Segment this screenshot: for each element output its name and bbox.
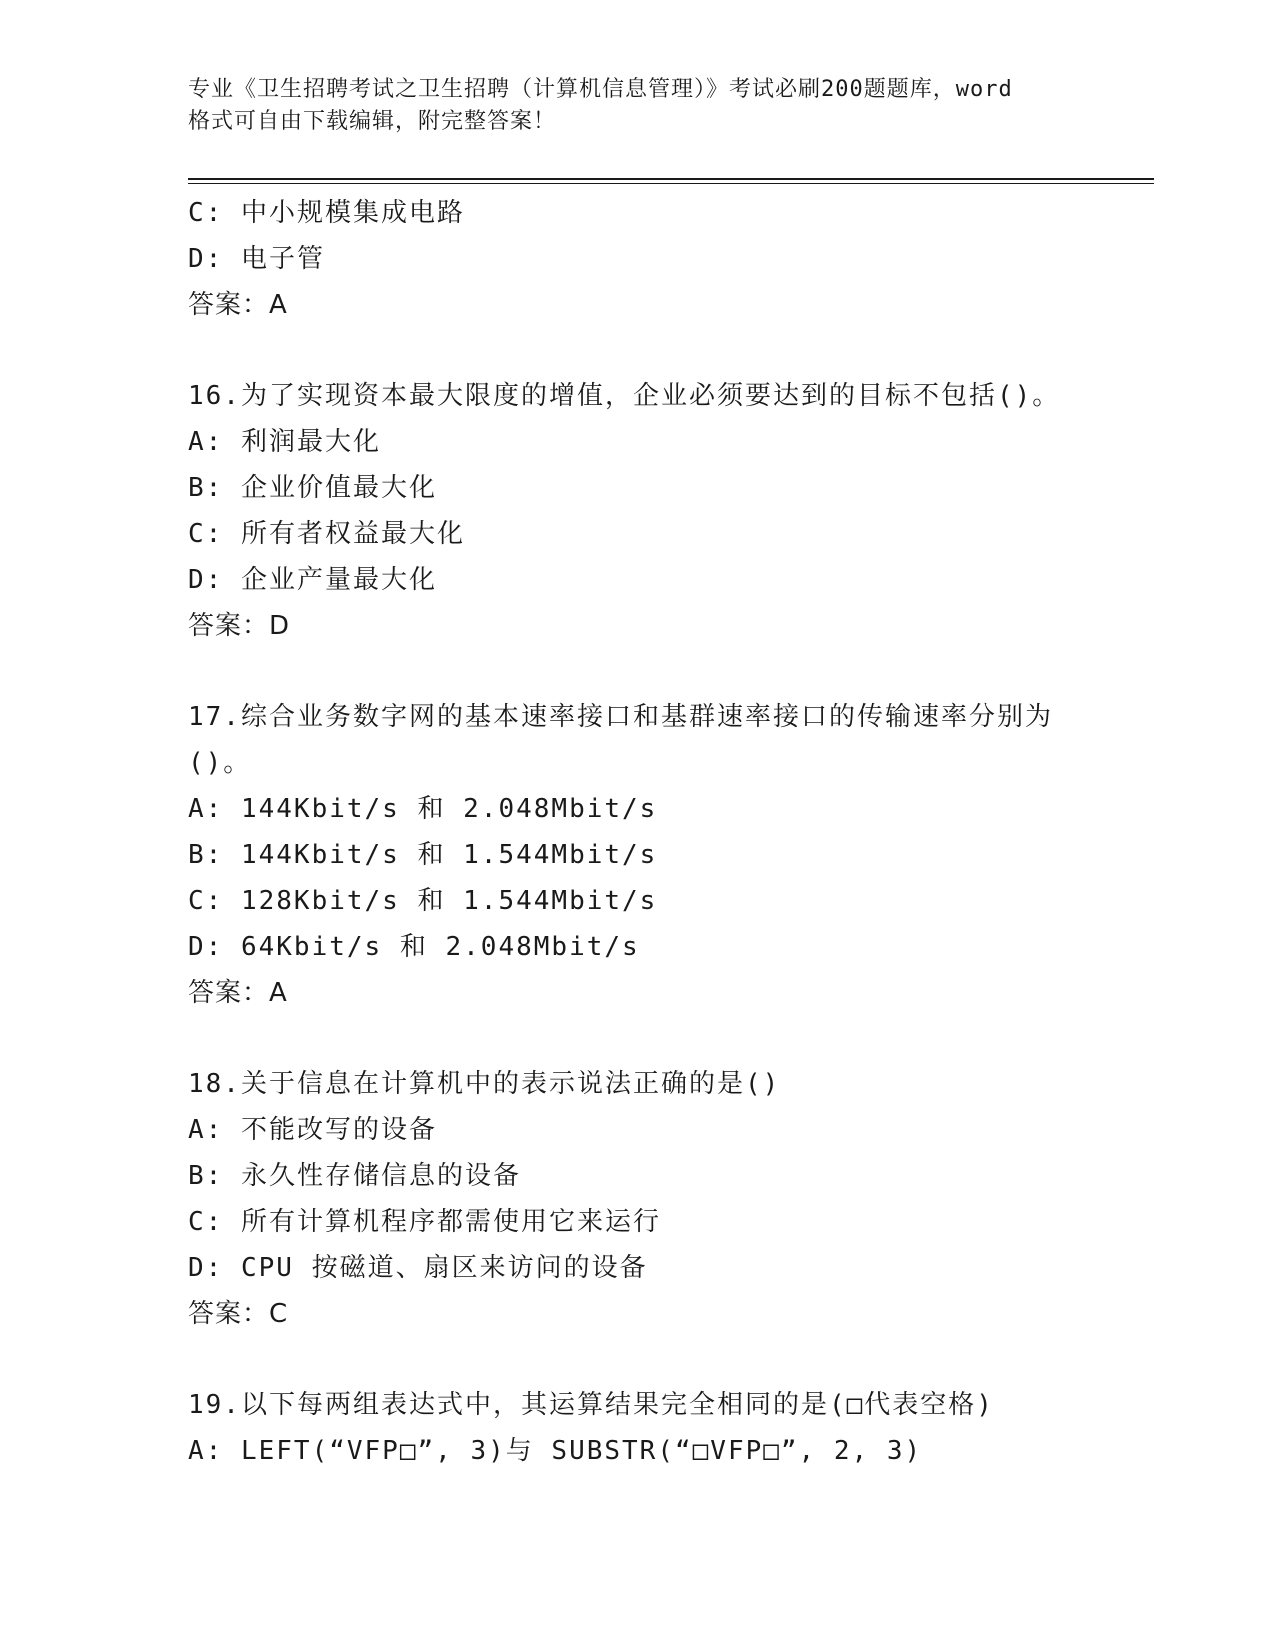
question-18: [188, 1061, 1088, 1337]
header-divider-thin: [188, 183, 1154, 184]
header-divider-thick: [188, 178, 1154, 180]
option-c: C: 128Kbit/s 和 1.544Mbit/s: [188, 886, 658, 916]
option-b: B: 企业价值最大化: [188, 473, 437, 503]
document-header: [188, 74, 1088, 138]
question-text-line-1: 17.综合业务数字网的基本速率接口和基群速率接口的传输速率分别为: [188, 702, 1053, 732]
option-d: D: 电子管: [188, 244, 325, 274]
option-b: B: 永久性存储信息的设备: [188, 1161, 521, 1191]
question-16: [188, 373, 1088, 649]
option-b: B: 144Kbit/s 和 1.544Mbit/s: [188, 840, 658, 870]
question-17: [188, 694, 1088, 1016]
option-d: D: 64Kbit/s 和 2.048Mbit/s: [188, 932, 640, 962]
option-d: D: CPU 按磁道、扇区来访问的设备: [188, 1253, 648, 1283]
option-c: C: 所有者权益最大化: [188, 519, 465, 549]
answer-label: 答案：C: [188, 1299, 289, 1329]
answer-label: 答案：A: [188, 978, 288, 1008]
question-text: 18.关于信息在计算机中的表示说法正确的是(): [188, 1069, 781, 1099]
option-a: A: 利润最大化: [188, 427, 381, 457]
option-a: A: 144Kbit/s 和 2.048Mbit/s: [188, 794, 658, 824]
question-15: [188, 190, 1088, 328]
spacer: [188, 328, 1088, 373]
question-text: 19.以下每两组表达式中，其运算结果完全相同的是(□代表空格): [188, 1390, 994, 1420]
answer-label: 答案：D: [188, 611, 291, 641]
spacer: [188, 649, 1088, 694]
header-line-1: 专业《卫生招聘考试之卫生招聘（计算机信息管理）》考试必刷200题题库，word: [188, 77, 1013, 102]
spacer: [188, 1016, 1088, 1061]
spacer: [188, 1337, 1088, 1382]
header-line-2: 格式可自由下载编辑，附完整答案！: [188, 109, 557, 134]
answer-label: 答案：A: [188, 290, 288, 320]
option-a: A: LEFT(“VFP□”, 3)与 SUBSTR(“□VFP□”, 2, 3): [188, 1436, 923, 1466]
question-19: [188, 1382, 1088, 1474]
question-list: [188, 190, 1088, 1474]
option-d: D: 企业产量最大化: [188, 565, 437, 595]
option-a: A: 不能改写的设备: [188, 1115, 437, 1145]
question-text: 16.为了实现资本最大限度的增值，企业必须要达到的目标不包括()。: [188, 381, 1061, 411]
option-c: C: 所有计算机程序都需使用它来运行: [188, 1207, 661, 1237]
option-c: C: 中小规模集成电路: [188, 198, 465, 228]
question-text-line-2: ()。: [188, 748, 252, 778]
